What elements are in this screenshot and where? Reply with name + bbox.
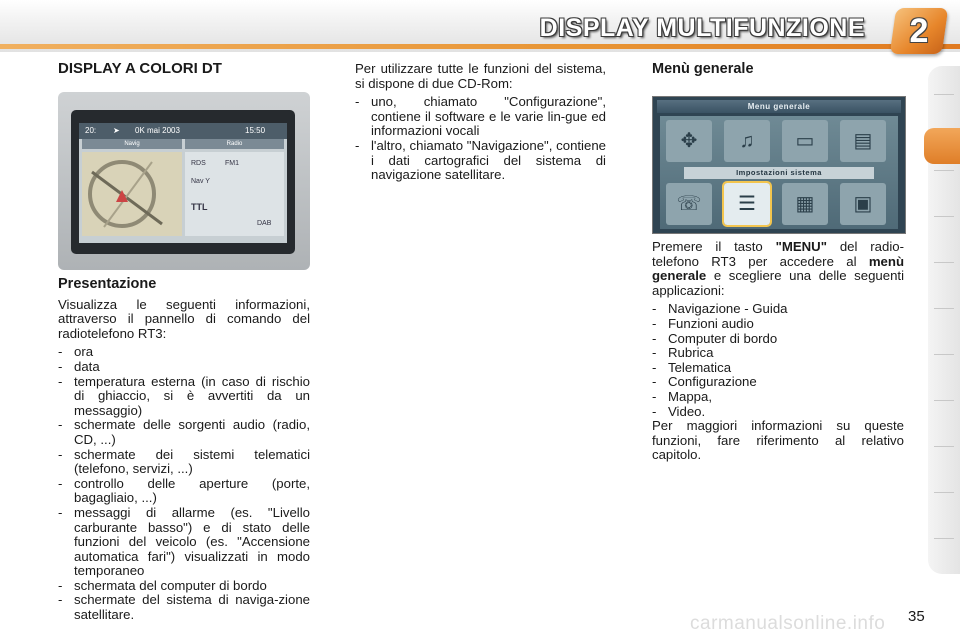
chapter-badge: [890, 8, 948, 54]
section-heading-menu: Menù generale: [652, 61, 754, 77]
menu-screen-photo: [652, 96, 906, 234]
tab-divider: [934, 216, 954, 217]
list-item-text: Video.: [668, 403, 706, 419]
instruction-part-3: e scegliere una delle seguenti applicazioni:: [652, 268, 904, 298]
list-item-text: controllo delle aperture (porte, bagagliaio, ...): [74, 475, 310, 506]
list-item: [58, 418, 310, 447]
list-item-text: data: [74, 358, 100, 374]
section-heading-display: DISPLAY A COLORI DT: [58, 60, 222, 77]
list-item-text: Funzioni audio: [668, 315, 754, 331]
tab-divider: [934, 492, 954, 493]
page-number: 35: [908, 608, 925, 625]
list-dash: -: [652, 345, 657, 361]
menu-outro: Per maggiori informazioni su queste funzioni, fare riferimento al relativo capitolo.: [652, 418, 904, 463]
list-item-text: Telematica: [668, 359, 732, 375]
list-item: [355, 139, 606, 183]
list-item-text: schermate delle sorgenti audio (radio, CD, ...): [74, 417, 310, 447]
tab-divider: [934, 308, 954, 309]
tab-divider: [934, 262, 954, 263]
list-item: [58, 593, 310, 622]
list-dash: -: [652, 301, 657, 317]
list-item: [58, 360, 310, 375]
laptop-icon: ▭: [795, 130, 815, 152]
chapter-number: 2: [909, 12, 929, 50]
list-item-text: Navigazione - Guida: [668, 301, 788, 317]
tab-divider: [934, 94, 954, 95]
list-dash: -: [652, 315, 657, 331]
tab-divider: [934, 400, 954, 401]
list-item: [58, 375, 310, 419]
list-item: [652, 405, 904, 420]
instruction-part-2: del radio-telefono RT3 per accedere al: [652, 239, 904, 269]
list-dash: -: [58, 475, 63, 491]
compass-icon: ✥: [680, 130, 698, 152]
menu-screen-panel: [660, 116, 898, 229]
application-list: [652, 302, 904, 419]
list-item: [652, 361, 904, 376]
list-dash: -: [355, 94, 360, 110]
list-item: [355, 95, 606, 139]
list-dash: -: [652, 374, 657, 390]
display-date: 0K mai 2003: [135, 126, 180, 135]
list-dash: -: [58, 373, 63, 389]
header-accent-stripe: [0, 44, 960, 49]
list-dash: -: [652, 359, 657, 375]
menu-item-computer: [782, 120, 828, 162]
left-column-heading-block: [58, 62, 310, 77]
middle-column-text: [355, 62, 606, 183]
list-dash: -: [652, 388, 657, 404]
list-item: [58, 448, 310, 477]
display-time-right: 15:50: [245, 126, 266, 135]
display-audio-panel: [185, 152, 284, 236]
presentation-intro: Visualizza le seguenti informazioni, attraverso il pannello di comando del radiotelefono RT3:: [58, 296, 310, 341]
page-title: DISPLAY MULTIFUNZIONE: [539, 14, 865, 42]
menu-item-map: [782, 183, 828, 225]
display-bezel: [71, 110, 295, 254]
audio-rds: RDS: [191, 160, 206, 167]
list-dash: -: [58, 504, 63, 520]
list-item-text: Rubrica: [668, 345, 714, 361]
list-item: [652, 346, 904, 361]
display-nav-icon: ➤: [113, 126, 120, 135]
right-column-heading-block: [652, 62, 904, 77]
list-item: [652, 302, 904, 317]
tab-divider: [934, 446, 954, 447]
list-item-text: l'altro, chiamato "Navigazione", contiene i dati cartografici del sistema di navigazione satellitare.: [371, 137, 606, 183]
list-dash: -: [58, 358, 63, 374]
list-item-text: ora: [74, 344, 94, 360]
list-item-text: schermate del sistema di naviga-zione satellitare.: [74, 592, 310, 623]
watermark: carmanualsonline.info: [690, 613, 886, 634]
list-item-text: schermate dei sistemi telematici (telefono, servizi, ...): [74, 446, 310, 477]
list-dash: -: [652, 403, 657, 419]
list-item-text: Configurazione: [668, 374, 757, 390]
page-header: [0, 0, 960, 60]
list-item: [58, 477, 310, 506]
audio-dab: DAB: [257, 220, 272, 227]
list-dash: -: [652, 330, 657, 346]
sliders-icon: ☰: [738, 193, 756, 215]
list-item: [652, 317, 904, 332]
tab-divider: [934, 354, 954, 355]
map-icon: ▦: [795, 193, 815, 215]
display-panel-label-right: Radio: [185, 139, 284, 149]
active-chapter-tab: [924, 128, 960, 164]
menu-item-video: [840, 183, 886, 225]
list-item-text: messaggi di allarme (es. "Livello carburante basso") e di stato delle funzioni del veicolo (es. "Accensione automatica fari") visualizzati in modo temporaneo: [74, 504, 310, 579]
cdrom-intro: Per utilizzare tutte le funzioni del sistema, si dispone di due CD-Rom:: [355, 61, 606, 91]
list-dash: -: [58, 417, 63, 433]
display-screen: [79, 123, 287, 243]
list-item: [58, 579, 310, 594]
menu-instruction: [652, 240, 904, 298]
music-icon: ♫: [739, 130, 755, 152]
menu-item-audio: [724, 120, 770, 162]
display-panel-label-left: Navig: [82, 139, 182, 149]
menu-key-label: "MENU": [775, 239, 827, 254]
display-status-bar: [79, 123, 287, 139]
menu-item-telematics: [666, 183, 712, 225]
menu-name-label: menù generale: [652, 253, 904, 284]
menu-screen-title: Menu generale: [657, 100, 901, 113]
list-item: [652, 332, 904, 347]
list-dash: -: [58, 592, 63, 608]
display-map-panel: [82, 152, 182, 236]
list-dash: -: [355, 137, 360, 153]
presentation-list: [58, 345, 310, 622]
menu-selected-label: Impostazioni sistema: [684, 167, 874, 179]
phone-icon: ☏: [676, 193, 702, 215]
list-dash: -: [58, 446, 63, 462]
menu-item-phonebook: [840, 120, 886, 162]
list-item-text: temperatura esterna (in caso di rischio di ghiaccio, si è avvertiti da un messaggio): [74, 373, 310, 418]
menu-item-settings: [724, 183, 770, 225]
list-item: [652, 375, 904, 390]
display-photo: [58, 92, 310, 270]
video-icon: ▣: [853, 193, 873, 215]
list-item-text: Mappa,: [668, 388, 712, 404]
audio-line-1: Nav Y: [191, 178, 210, 185]
tab-divider: [934, 538, 954, 539]
list-dash: -: [58, 577, 63, 593]
list-item-text: uno, chiamato "Configurazione", contiene il software e le varie lin-gue ed informazioni vocali: [371, 94, 606, 139]
list-item: [58, 506, 310, 579]
map-illustration: [82, 152, 182, 236]
menu-item-navigation: [666, 120, 712, 162]
instruction-part-1: Premere il tasto: [652, 239, 776, 254]
list-item-text: Computer di bordo: [668, 330, 778, 346]
audio-line-2: TTL: [191, 202, 208, 212]
left-column-text: [58, 277, 310, 623]
list-dash: -: [58, 344, 63, 360]
list-item: [652, 390, 904, 405]
cdrom-list: [355, 95, 606, 183]
tab-divider: [934, 170, 954, 171]
book-icon: ▤: [853, 130, 873, 152]
display-time-left: 20:: [85, 126, 97, 135]
list-item-text: schermata del computer di bordo: [74, 577, 267, 593]
list-item: [58, 345, 310, 360]
audio-band: FM1: [225, 160, 239, 167]
right-column-text: [652, 240, 904, 463]
section-heading-presentazione: Presentazione: [58, 276, 157, 292]
